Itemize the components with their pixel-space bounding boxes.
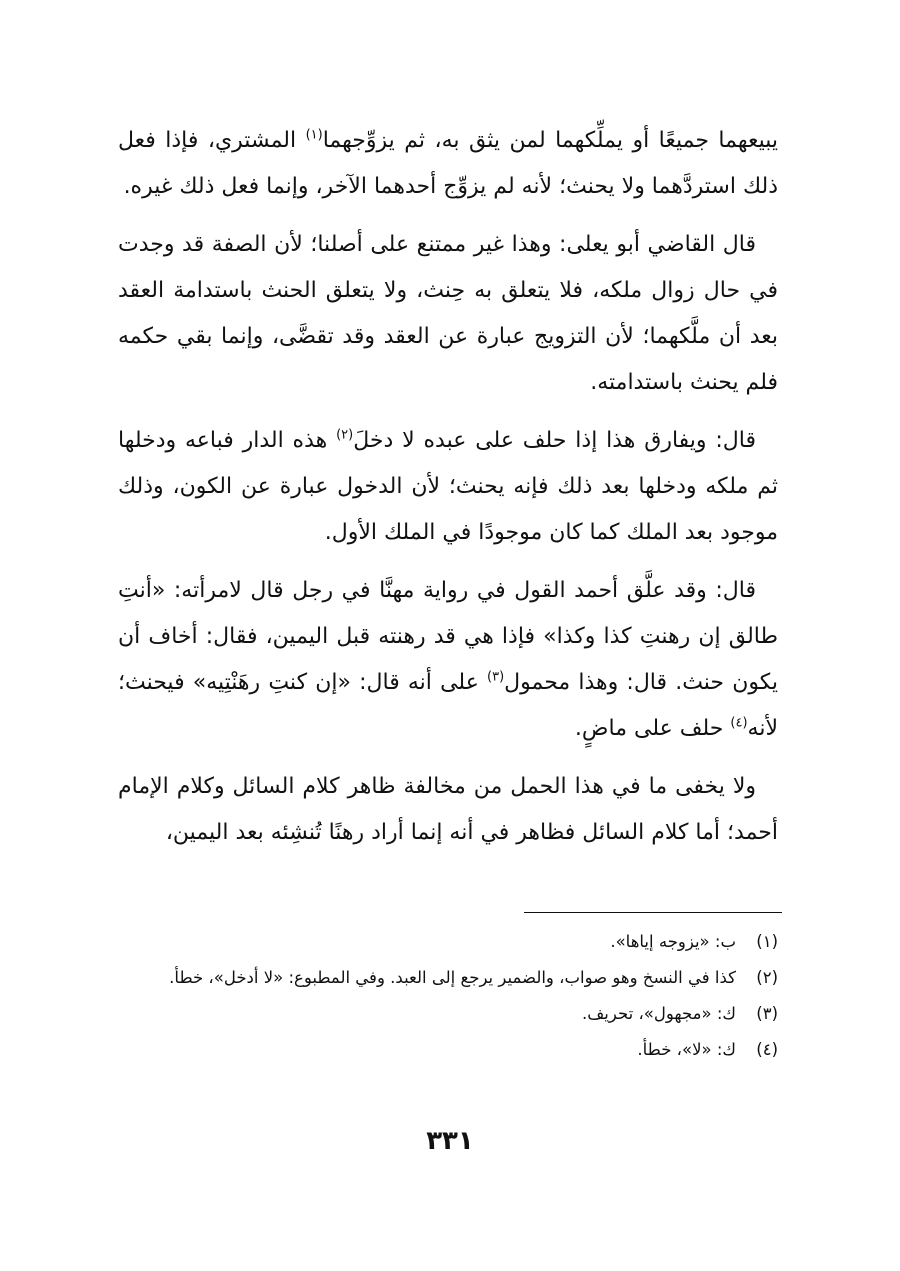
paragraph-1-text-b: المشتري، فإذا فعل ذلك استردَّهما ولا يحنث؛ لأنه لم يزوِّج أحدهما الآخر، وإنما فعل ذلك غيره.: [118, 128, 778, 199]
footnote-number: (٤): [756, 1040, 778, 1059]
paragraph-3-text-b: هذه الدار فباعه ودخلها ثم ملكه ودخلها بعد ذلك فإنه يحنث؛ لأن الدخول عبارة عن الكون، وذلك موجود بعد الملك كما كان موجودًا في الملك الأول.: [118, 428, 778, 545]
paragraph-3: [118, 418, 778, 556]
footnote-1: [118, 926, 778, 958]
paragraph-2: [118, 222, 778, 406]
footnotes: [118, 926, 778, 1070]
footnote-ref-4: (٤): [730, 715, 748, 731]
paragraph-1: [118, 118, 778, 210]
paragraph-4-text-c: حلف على ماضٍ.: [574, 716, 731, 741]
footnote-divider: [524, 912, 782, 913]
main-text: [118, 118, 778, 868]
paragraph-5: [118, 764, 778, 856]
footnote-2: [118, 962, 778, 994]
footnote-ref-1: (١): [305, 127, 323, 143]
paragraph-4-text-b: على أنه قال: «إن كنتِ رهَنْتِيه» فيحنث؛ لأنه: [118, 670, 778, 741]
footnote-text: كذا في النسخ وهو صواب، والضمير يرجع إلى العبد. وفي المطبوع: «لا أدخل»، خطأ.: [169, 968, 736, 987]
footnote-text: ك: «مجهول»، تحريف.: [581, 1004, 736, 1023]
paragraph-1-text-a: يبيعهما جميعًا أو يملِّكهما لمن يثق به، ثم يزوِّجهما: [322, 128, 778, 153]
footnote-number: (١): [756, 932, 778, 951]
paragraph-3-text-a: قال: ويفارق هذا إذا حلف على عبده لا دخلَ: [353, 428, 756, 453]
page-number: ٣٣١: [426, 1126, 474, 1156]
footnote-number: (٢): [756, 968, 778, 987]
footnote-ref-3: (٣): [487, 669, 505, 685]
paragraph-5-text: ولا يخفى ما في هذا الحمل من مخالفة ظاهر كلام السائل وكلام الإمام أحمد؛ أما كلام السائل فظاهر في أنه إنما أراد رهنًا تُنشِئه بعد اليمين،: [118, 774, 778, 845]
paragraph-4-text-a: قال: وقد علَّق أحمد القول في رواية مهنَّا في رجل قال لامرأته: «أنتِ طالق إن رهنتِ كذا وكذا» فإذا هي قد رهنته قبل اليمين، فقال: أخاف أن يكون حنث. قال: وهذا محمول: [118, 578, 778, 695]
footnote-3: [118, 998, 778, 1030]
footnote-text: ك: «لا»، خطأ.: [637, 1040, 736, 1059]
footnote-text: ب: «يزوجه إياها».: [610, 932, 736, 951]
footnote-number: (٣): [756, 1004, 778, 1023]
paragraph-2-text: قال القاضي أبو يعلى: وهذا غير ممتنع على أصلنا؛ لأن الصفة قد وجدت في حال زوال ملكه، فلا يتعلق به حِنث، ولا يتعلق الحنث باستدامة العقد بعد أن ملَّكهما؛ لأن التزويج عبارة عن العقد وقد تقضَّى، وإنما بقي حكمه فلم يحنث باستدامته.: [118, 232, 778, 395]
footnote-ref-2: (٢): [336, 427, 354, 443]
footnote-4: [118, 1034, 778, 1066]
paragraph-4: [118, 568, 778, 752]
